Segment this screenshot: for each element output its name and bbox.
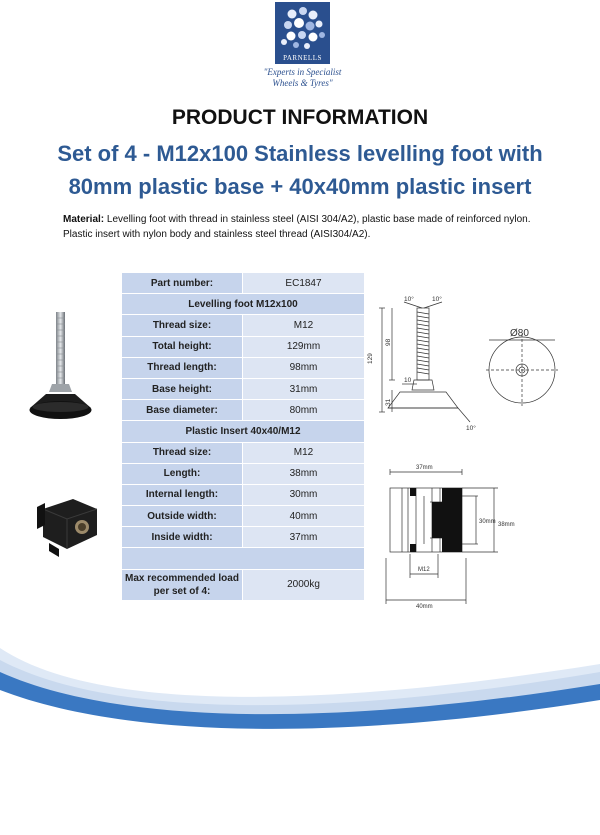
plastic-insert-photo bbox=[35, 495, 107, 560]
tagline-line-1: "Experts in Specialist bbox=[263, 67, 342, 77]
dim-37mm: 37mm bbox=[416, 465, 433, 471]
table-row bbox=[122, 569, 365, 600]
levelling-foot-photo bbox=[28, 310, 100, 430]
table-row bbox=[122, 506, 365, 527]
dim-base-height: 31 bbox=[385, 398, 392, 406]
spec-label: Thread size: bbox=[122, 315, 243, 336]
spec-label: Internal length: bbox=[122, 484, 243, 505]
spec-label: Base diameter: bbox=[122, 400, 243, 421]
company-logo bbox=[275, 2, 330, 64]
levelling-foot-drawing bbox=[362, 294, 587, 439]
spec-value: EC1847 bbox=[243, 273, 365, 294]
table-row bbox=[122, 484, 365, 505]
dim-40mm: 40mm bbox=[416, 604, 433, 610]
table-row bbox=[122, 527, 365, 548]
max-load-label-line-1: Max recommended load bbox=[125, 572, 239, 584]
spec-label: Length: bbox=[122, 463, 243, 484]
spec-value: 98mm bbox=[243, 357, 365, 378]
dim-angle: 10° bbox=[466, 425, 476, 432]
page-heading: PRODUCT INFORMATION bbox=[171, 106, 429, 129]
spec-value: 80mm bbox=[243, 400, 365, 421]
section-header: Plastic Insert 40x40/M12 bbox=[122, 421, 365, 442]
table-row bbox=[122, 400, 365, 421]
spec-label: Thread size: bbox=[122, 442, 243, 463]
dim-side: 10 bbox=[404, 377, 412, 384]
dim-total-height: 129 bbox=[367, 353, 374, 364]
spec-value: 40mm bbox=[243, 506, 365, 527]
spec-label: Thread length: bbox=[122, 357, 243, 378]
spec-label: Total height: bbox=[122, 336, 243, 357]
spec-label: Base height: bbox=[122, 378, 243, 399]
tagline-line-2: Wheels & Tyres" bbox=[272, 78, 333, 88]
material-label: Material: bbox=[63, 214, 105, 225]
spec-value: 37mm bbox=[243, 527, 365, 548]
plastic-insert-drawing bbox=[380, 462, 520, 612]
spec-table bbox=[121, 272, 365, 601]
table-row bbox=[122, 315, 365, 336]
material-text: Levelling foot with thread in stainless steel (AISI 304/A2), plastic base made of reinforced nylon. Plastic insert with nylon body and stainless steel thread (AISI304/A2). bbox=[63, 214, 531, 240]
blank-row bbox=[122, 548, 365, 569]
table-row bbox=[122, 463, 365, 484]
dim-top-right: 10° bbox=[432, 296, 442, 303]
table-row bbox=[122, 294, 365, 315]
tagline bbox=[240, 67, 365, 89]
spec-value: 30mm bbox=[243, 484, 365, 505]
table-row bbox=[122, 442, 365, 463]
spec-value: M12 bbox=[243, 442, 365, 463]
spec-label bbox=[122, 569, 243, 600]
logo-dots-icon bbox=[275, 2, 330, 52]
table-row bbox=[122, 336, 365, 357]
logo-brand-text: PARNELLS bbox=[283, 54, 322, 62]
spec-value: M12 bbox=[243, 315, 365, 336]
max-load-label-line-2: per set of 4: bbox=[153, 585, 211, 597]
section-header: Levelling foot M12x100 bbox=[122, 294, 365, 315]
decorative-wave bbox=[0, 600, 600, 835]
product-title: Set of 4 - M12x100 Stainless levelling foot with 80mm plastic base + 40x40mm plastic insert bbox=[57, 141, 543, 199]
table-row bbox=[122, 548, 365, 569]
spec-value: 2000kg bbox=[243, 569, 365, 600]
spec-label: Part number: bbox=[122, 273, 243, 294]
dim-top-left: 10° bbox=[404, 296, 414, 303]
table-row bbox=[122, 357, 365, 378]
material-description bbox=[63, 212, 553, 242]
spec-label: Outside width: bbox=[122, 506, 243, 527]
table-row bbox=[122, 378, 365, 399]
table-row bbox=[122, 421, 365, 442]
dim-38mm: 38mm bbox=[498, 522, 515, 528]
dim-m12: M12 bbox=[418, 567, 430, 573]
spec-value: 129mm bbox=[243, 336, 365, 357]
table-row bbox=[122, 273, 365, 294]
dim-diameter: Ø80 bbox=[510, 328, 529, 339]
spec-value: 38mm bbox=[243, 463, 365, 484]
dim-30mm: 30mm bbox=[479, 519, 496, 525]
spec-label: Inside width: bbox=[122, 527, 243, 548]
dim-thread-length: 98 bbox=[385, 338, 392, 346]
spec-value: 31mm bbox=[243, 378, 365, 399]
